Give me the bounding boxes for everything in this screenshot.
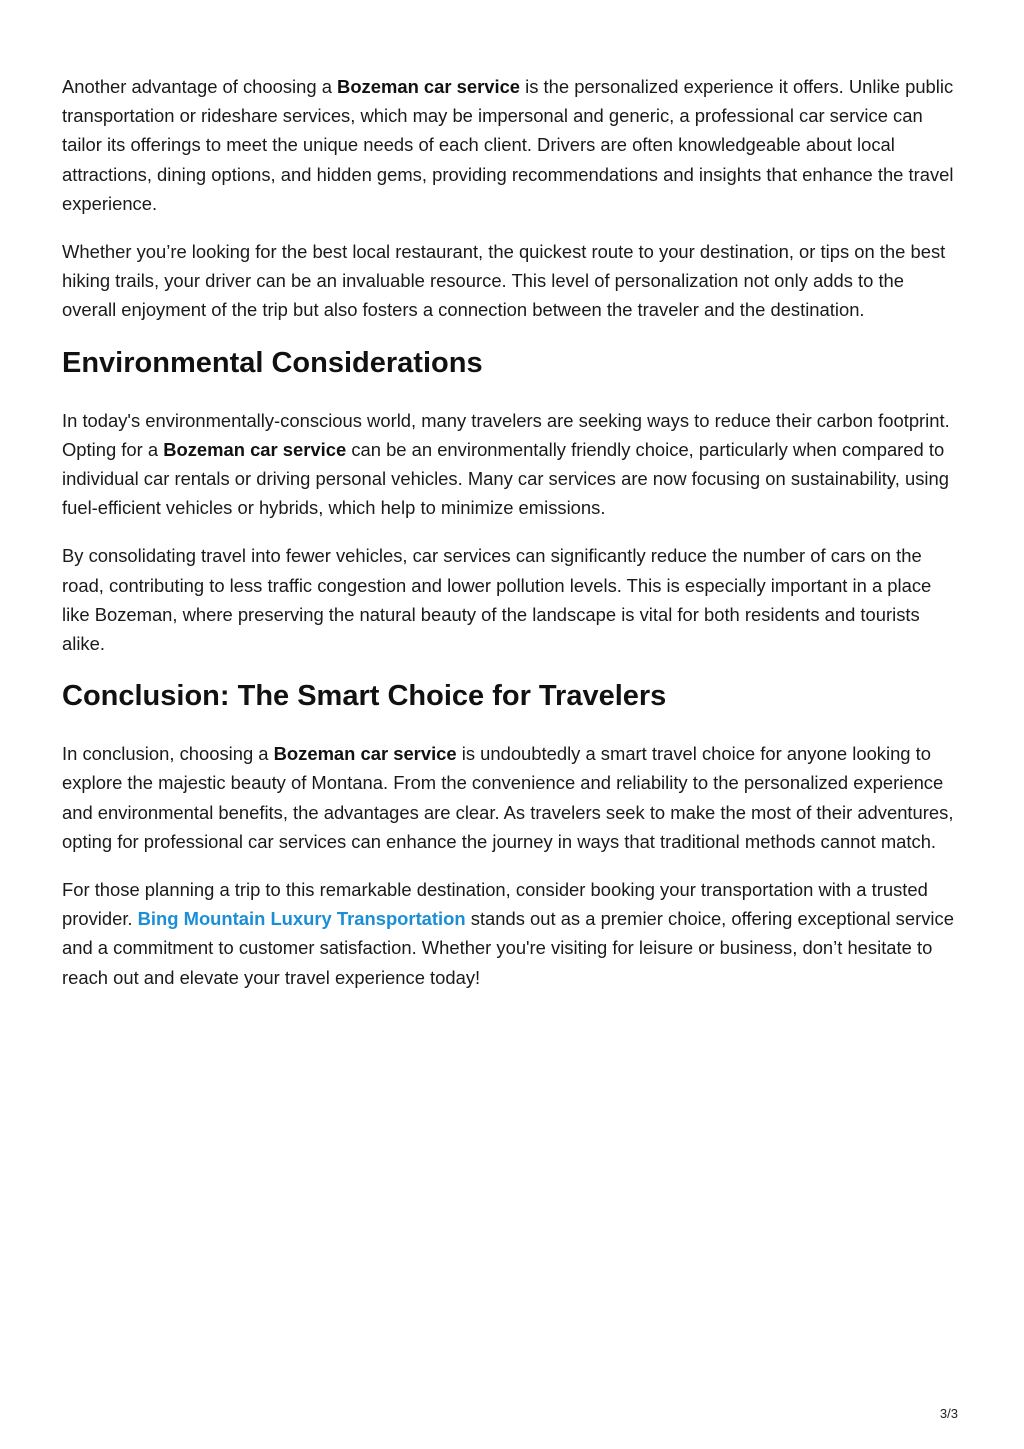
paragraph-consolidating-travel: By consolidating travel into fewer vehicles, car services can significantly reduce the number of cars on the road, contributing to less traffic congestion and lower pollution levels. This is especially important in a place like Bozeman, where preserving the natural beauty of the landscape is vital for both residents and tourists alike. — [62, 545, 932, 655]
paragraph-personalized-experience: Another advantage of choosing a Bozeman car service is the personalized experience it offers. Unlike public transportation or rideshare services, which may be impersonal and generic, a professional car service can tailor its offerings to meet the unique needs of each client. Drivers are often knowledgeable about local attractions, dining options, and hidden gems, providing recommendations and insights that enhance the travel experience. — [62, 76, 954, 214]
paragraph-driver-resource: Whether you’re looking for the best local restaurant, the quickest route to your destination, or tips on the best hiking trails, your driver can be an invaluable resource. This level of personalization not only adds to the overall enjoyment of the trip but also fosters a connection between the traveler and the destination. — [62, 241, 946, 321]
heading-conclusion: Conclusion: The Smart Choice for Travelers — [62, 680, 667, 713]
paragraph-call-to-action: For those planning a trip to this remarkable destination, consider booking your transportation with a trusted provider. Bing Mountain Luxury Transportation stands out as a premier choice, offering exceptional service and a commitment to customer satisfaction. Whether you're visiting for leisure or business, don’t hesitate to reach out and elevate your travel experience today! — [62, 879, 954, 988]
bold-keyword: Bozeman car service — [337, 76, 521, 97]
page-number: 3/3 — [939, 1406, 958, 1421]
bold-keyword: Bozeman car service — [163, 438, 347, 460]
paragraph-conclusion: In conclusion, choosing a Bozeman car service is undoubtedly a smart travel choice for anyone looking to explore the majestic beauty of Montana. From the convenience and reliability to the personalized experience and environmental benefits, the advantages are clear. As travelers seek to make the most of their adventures, opting for professional car services can enhance the journey in ways that traditional methods cannot match. — [62, 743, 954, 852]
bold-keyword: Bozeman car service — [273, 743, 457, 765]
paragraph-environmental: In today's environmentally-conscious world, many travelers are seeking ways to reduce their carbon footprint. Opting for a Bozeman car service can be an environmentally friendly choice, particularly when compared to individual car rentals or driving personal vehicles. Many car services are now focusing on sustainability, using fuel-efficient vehicles or hybrids, which help to minimize emissions. — [62, 409, 950, 519]
provider-link[interactable]: Bing Mountain Luxury Transportation — [137, 908, 466, 930]
heading-environmental-considerations: Environmental Considerations — [62, 346, 483, 379]
document-body — [62, 72, 962, 1011]
